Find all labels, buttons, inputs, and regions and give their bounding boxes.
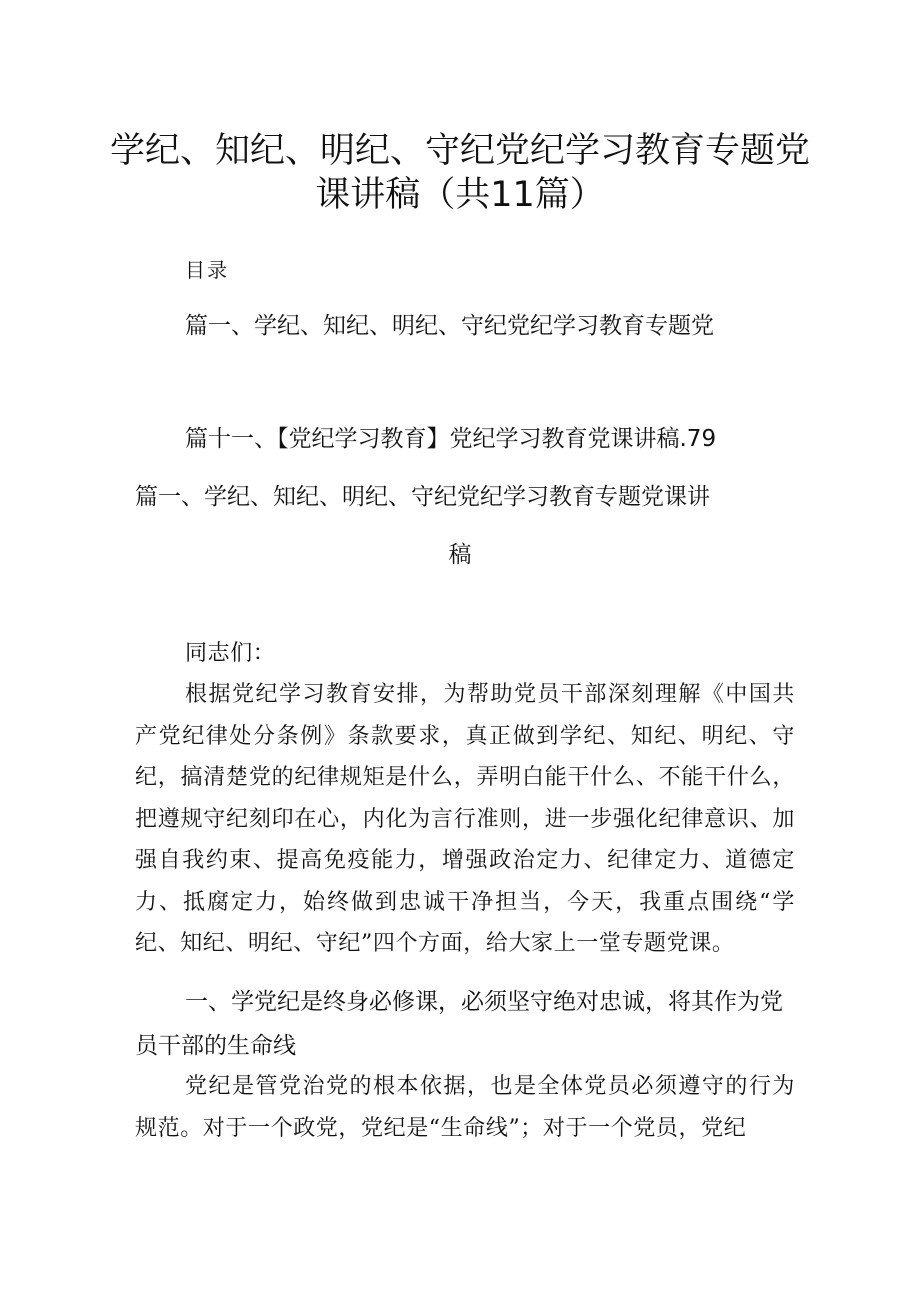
section-heading-1: 一、学党纪是终身必修课，必须坚守绝对忠诚，将其作为党员干部的生命线 xyxy=(135,989,783,1059)
toc-item-1[interactable]: 篇一、学纪、知纪、明纪、守纪党纪学习教育专题党 xyxy=(185,313,714,339)
section-title-line2: 稿 xyxy=(448,542,472,568)
toc-heading: 目录 xyxy=(185,258,229,282)
toc-item-11[interactable]: 篇十一、【党纪学习教育】党纪学习教育党课讲稿.79 xyxy=(185,426,717,452)
body-paragraph-2: 党纪是管党治党的根本依据，也是全体党员必须遵守的行为规范。对于一个政党，党纪是“生命线”；对于一个党员，党纪 xyxy=(135,1074,795,1141)
document-title-line1: 学纪、知纪、明纪、守纪党纪学习教育专题党 xyxy=(110,131,811,171)
section-title-line1: 篇一、学纪、知纪、明纪、守纪党纪学习教育专题党课讲 xyxy=(135,484,710,510)
document-title-line2: 课讲稿（共11篇） xyxy=(315,175,605,215)
body-paragraph-1: 根据党纪学习教育安排，为帮助党员干部深刻理解《中国共产党纪律处分条例》条款要求，真正做到学纪、知纪、明纪、守纪，搞清楚党的纪律规矩是什么，弄明白能干什么、不能干什么，把遵规守纪刻印在心，内化为言行准则，进一步强化纪律意识、加强自我约束、提高免疫能力，增强政治定力、纪律定力、道德定力、抵腐定力，始终做到忠诚干净担当，今天，我重点围绕“学纪、知纪、明纪、守纪”四个方面，给大家上一堂专题党课。 xyxy=(135,682,795,956)
salutation: 同志们： xyxy=(185,641,276,666)
